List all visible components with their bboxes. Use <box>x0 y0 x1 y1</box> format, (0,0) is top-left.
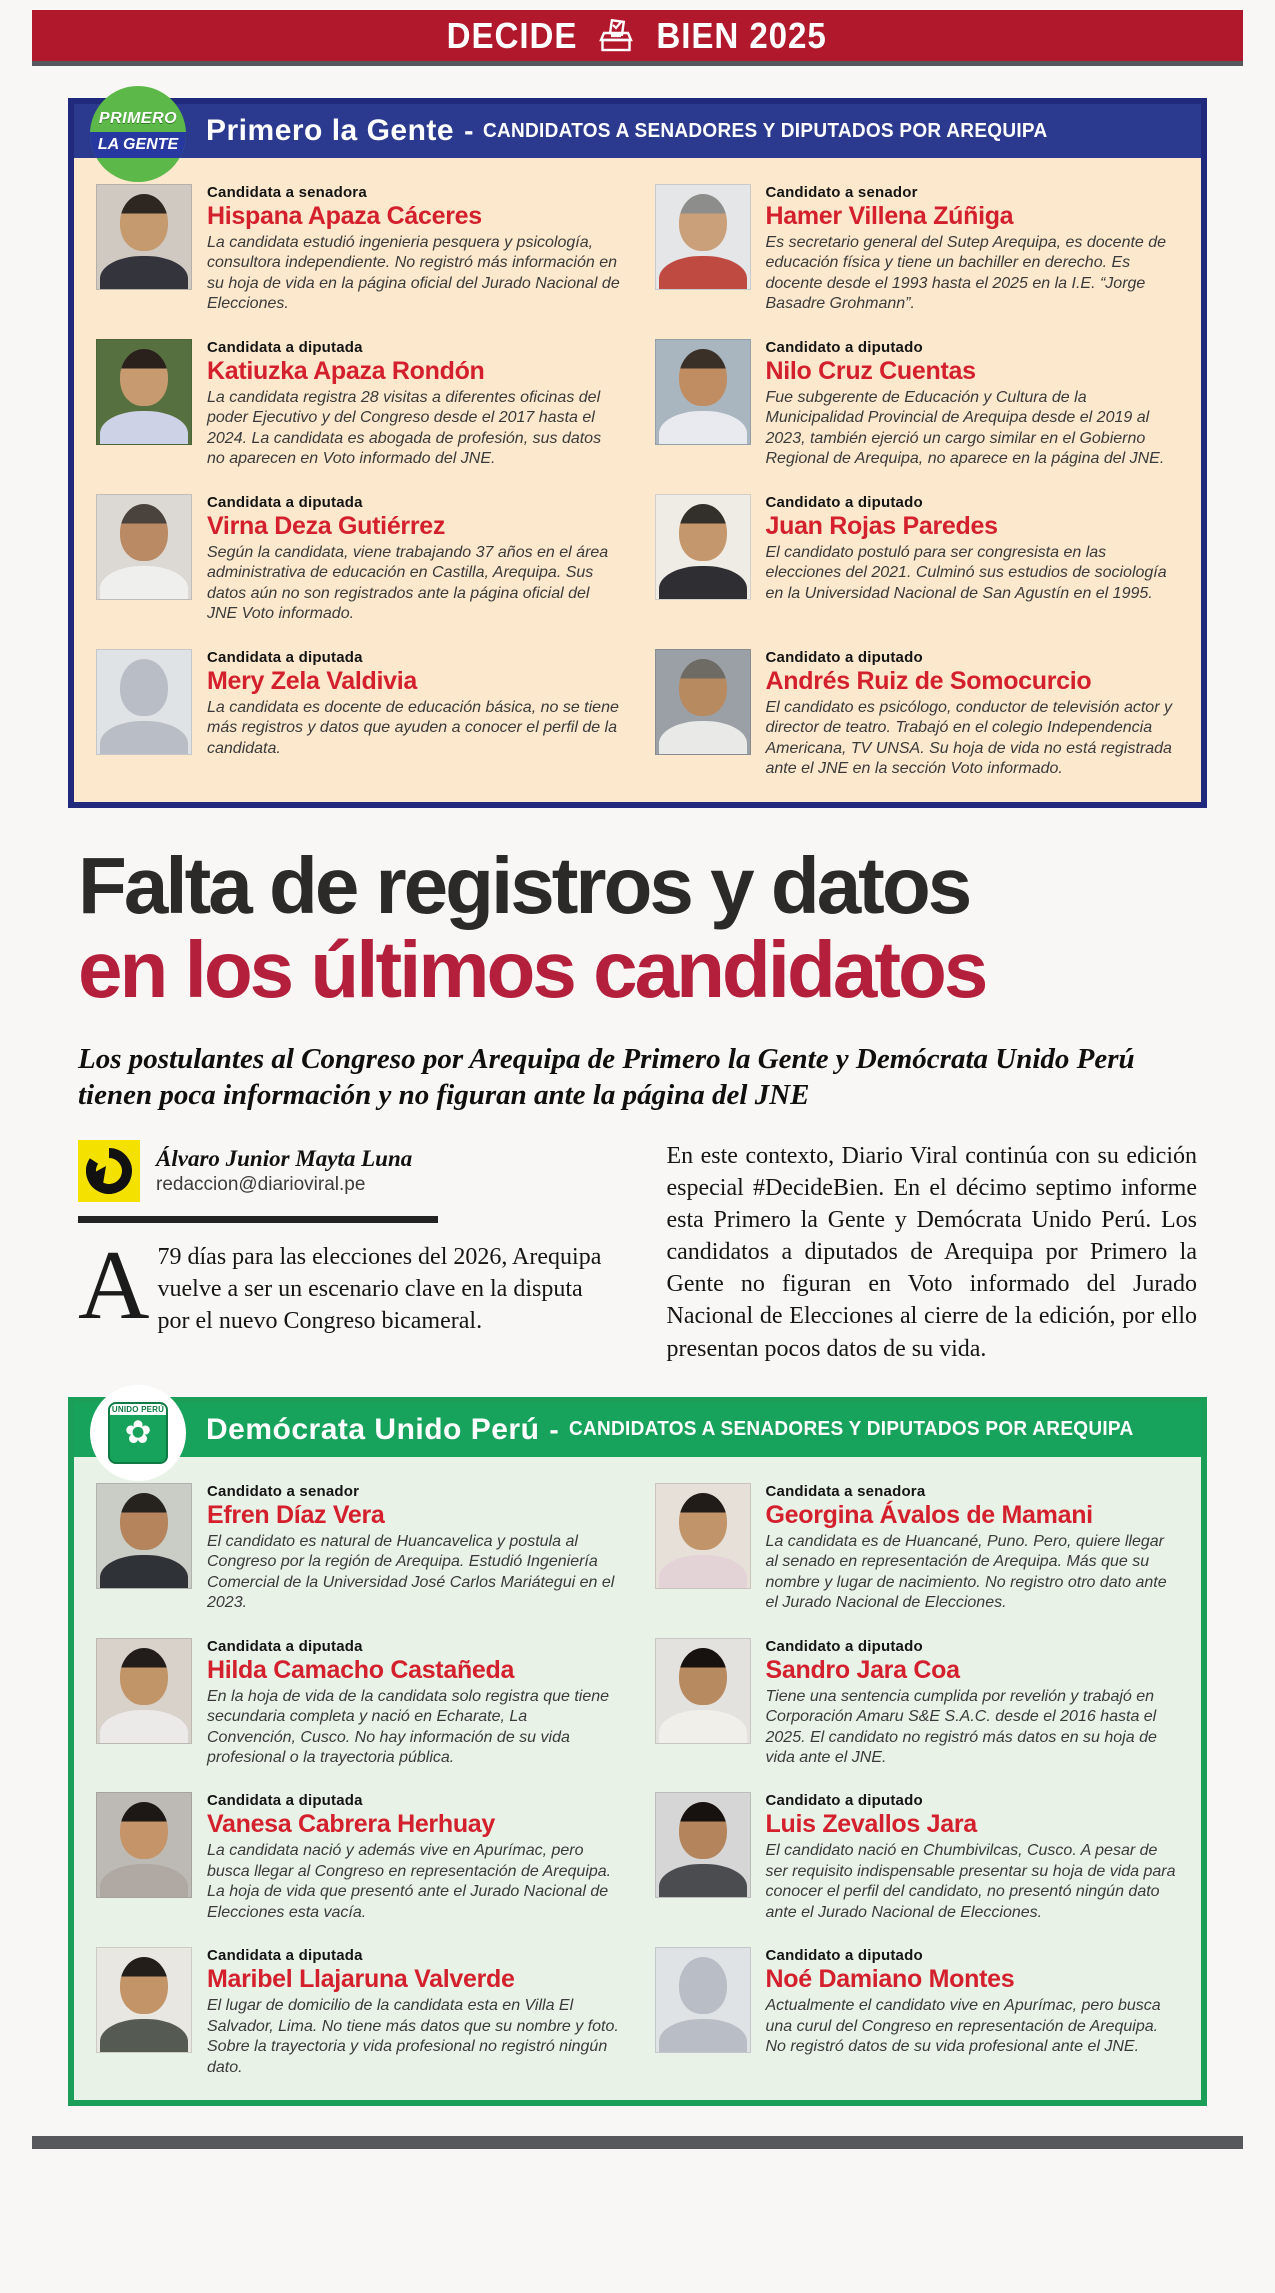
candidate-photo <box>655 1792 751 1898</box>
candidate-role: Candidato a diputado <box>765 1637 923 1655</box>
section-header-primero <box>74 104 1201 158</box>
candidate-photo <box>96 1483 192 1589</box>
candidate-name: Maribel Llajaruna Valverde <box>207 1965 515 1994</box>
section-subtitle: CANDIDATOS A SENADORES Y DIPUTADOS POR AREQUIPA <box>483 119 1048 142</box>
candidate-photo-placeholder <box>655 1947 751 2053</box>
candidate-description: La candidata nació y además vive en Apurímac, pero busca llegar al Congreso en representación de Arequipa. La hoja de vida que presentó ante el Jurado Nacional de Elecciones esta vacía. <box>207 1842 612 1921</box>
logo-text-la-gente: LA GENTE <box>90 132 186 158</box>
primero-la-gente-logo <box>90 86 186 182</box>
article-right-column <box>667 1140 1198 1365</box>
candidate-card <box>96 494 621 625</box>
candidate-role: Candidata a senadora <box>207 184 367 201</box>
candidate-description: Actualmente el candidato vive en Apurímac, pero busca una curul del Congreso en representación de Arequipa. No registró datos de su vida profesional ante el JNE. <box>765 1997 1161 2056</box>
candidate-photo <box>655 184 751 290</box>
candidate-name: Juan Rojas Paredes <box>765 511 998 540</box>
article-body <box>78 1140 1197 1365</box>
candidate-photo <box>655 649 751 755</box>
candidate-card <box>96 339 621 470</box>
separator-dash: - <box>464 115 474 146</box>
candidate-card <box>655 1792 1180 1923</box>
candidate-photo <box>655 1638 751 1744</box>
article-left-column <box>78 1140 609 1365</box>
candidate-description: El candidato es natural de Huancavelica y postula al Congreso por la región de Arequipa. Estudió Ingeniería Comercial de la Universidad José Carlos Mariátegui en el 2023. <box>207 1532 615 1612</box>
section-democrata-unido-peru <box>68 1397 1207 2107</box>
candidate-role: Candidato a diputado <box>765 338 923 356</box>
headline-line-2: en los últimos candidatos <box>78 925 986 1015</box>
candidate-role: Candidato a diputado <box>765 1947 923 1965</box>
candidate-card <box>96 1483 621 1614</box>
candidate-description: El lugar de domicilio de la candidata esta en Villa El Salvador, Lima. No tiene más datos que su nombre y foto. Sobre la trayectoria y vida profesional no registró ningún dato. <box>207 1997 619 2076</box>
flower-icon: ✿ <box>124 1413 152 1450</box>
candidate-name: Virna Deza Gutiérrez <box>207 511 446 540</box>
candidate-card <box>96 649 621 780</box>
footer-bar <box>32 2136 1243 2149</box>
candidate-name: Hilda Camacho Castañeda <box>207 1655 515 1684</box>
unido-peru-logo <box>90 1385 186 1481</box>
candidate-card <box>655 1483 1180 1614</box>
candidate-description: Tiene una sentencia cumplida por revelión y trabajó en Corporación Amaru S&E S.A.C. desde el 2016 hasta el 2025. El candidato no registró más datos en su hoja de vida ante el JNE. <box>765 1687 1157 1766</box>
candidate-card <box>655 494 1180 625</box>
unido-peru-logo-square <box>108 1402 168 1464</box>
candidate-card <box>655 1947 1180 2078</box>
subheadline: Los postulantes al Congreso por Arequipa de Primero la Gente y Demócrata Unido Perú tienen poca información y no figuran ante la página del JNE <box>78 1043 1135 1112</box>
separator-dash: - <box>549 1413 559 1445</box>
candidate-description: Es secretario general del Sutep Arequipa, es docente de educación física y tiene un bachiller en derecho. Es docente desde el 1993 hasta el 2025 en la I.E. “Jorge Basadre Grohmann”. <box>765 234 1167 313</box>
candidate-description: Según la candidata, viene trabajando 37 años en el área administrativa de educación en Castilla, Arequipa. Sus datos aún no son registrados ante la página oficial del JNE Voto informado. <box>207 543 609 623</box>
candidate-name: Katiuzka Apaza Rondón <box>207 356 485 385</box>
candidate-description: La candidata registra 28 visitas a diferentes oficinas del poder Ejecutivo y del Congreso desde el 2017 hasta el 2024. La candidata es abogada de profesión, sus datos no aparecen en Voto informado del JNE. <box>207 388 602 468</box>
candidate-photo <box>96 184 192 290</box>
candidate-card <box>96 1792 621 1923</box>
candidate-description: El candidato postuló para ser congresista en las elecciones del 2021. Culminó sus estudios de sociología en la Universidad Nacional de San Agustín en el 1995. <box>765 543 1167 602</box>
candidate-name: Hispana Apaza Cáceres <box>207 202 482 230</box>
candidate-name: Efren Díaz Vera <box>207 1500 385 1529</box>
banner-word-right: BIEN 2025 <box>656 14 827 56</box>
candidate-description: La candidata es docente de educación básica, no se tiene más registros y datos que ayuden a conocer el perfil de la candidata. <box>207 698 619 757</box>
candidate-role: Candidata a diputada <box>207 648 363 666</box>
candidate-role: Candidata a senadora <box>765 1482 926 1500</box>
party-name: Primero la Gente <box>206 114 455 147</box>
candidate-role: Candidato a senador <box>207 1482 360 1500</box>
logo-text-unido-peru: UNIDO PERÚ <box>111 1404 165 1414</box>
candidate-name: Vanesa Cabrera Herhuay <box>207 1810 496 1839</box>
candidate-role: Candidata a diputada <box>207 1792 363 1810</box>
diario-viral-arrow-icon <box>86 1148 132 1194</box>
candidate-role: Candidato a diputado <box>765 648 923 666</box>
lead-text: 79 días para las elecciones del 2026, Arequipa vuelve a ser un escenario clave en la disputa por el nuevo Congreso bicameral. <box>157 1243 602 1335</box>
candidate-grid-democrata <box>74 1457 1201 2101</box>
candidate-name: Noé Damiano Montes <box>765 1965 1015 1994</box>
section-primero-la-gente <box>68 98 1207 808</box>
candidate-card <box>655 1638 1180 1769</box>
candidate-role: Candidata a diputada <box>207 1947 363 1965</box>
candidate-name: Andrés Ruiz de Somocurcio <box>765 666 1092 695</box>
main-headline <box>78 840 1197 1015</box>
candidate-photo <box>96 494 192 600</box>
candidate-card <box>96 1638 621 1769</box>
candidate-role: Candidato a diputado <box>765 1792 923 1810</box>
candidate-photo <box>655 1483 751 1589</box>
candidate-description: En la hoja de vida de la candidata solo registra que tiene secundaria completa y nació en Echarate, La Convención, Cusco. No hay información de su vida profesional o la trayectoria pública. <box>207 1687 610 1766</box>
candidate-card <box>96 184 621 315</box>
candidate-role: Candidata a diputada <box>207 1637 363 1655</box>
author-name: Álvaro Junior Mayta Luna <box>156 1145 413 1171</box>
candidate-name: Nilo Cruz Cuentas <box>765 356 976 385</box>
candidate-role: Candidato a diputado <box>765 493 923 511</box>
headline-line-1: Falta de registros y datos <box>78 840 970 930</box>
ballot-box-icon <box>599 19 633 53</box>
party-name: Demócrata Unido Perú <box>206 1412 540 1446</box>
body-paragraph: En este contexto, Diario Viral continúa con su edición especial #DecideBien. En el décimo septimo informe esta Primero la Gente y Demócrata Unido Perú. Los candidatos a diputados de Arequipa por Primero la Gente no figuran en Voto informado del Jurado Nacional de Elecciones al cierre de la edición, por ello presentan pocos datos de su vida. <box>666 1142 1197 1362</box>
byline <box>78 1140 609 1202</box>
candidate-name: Mery Zela Valdivia <box>207 666 417 695</box>
candidate-photo-placeholder <box>96 649 192 755</box>
candidate-card <box>655 649 1180 780</box>
candidate-card <box>96 1947 621 2078</box>
candidate-description: La candidata estudió ingenieria pesquera y psicología, consultora independiente. No registró más información en su hoja de vida en la página oficial del Jurado Nacional de Elecciones. <box>207 234 620 313</box>
candidate-photo <box>655 494 751 600</box>
candidate-card <box>655 184 1180 315</box>
byline-divider <box>78 1216 438 1223</box>
candidate-photo <box>655 339 751 445</box>
decide-bien-banner <box>32 10 1243 66</box>
candidate-name: Hamer Villena Zúñiga <box>765 202 1014 230</box>
candidate-name: Georgina Ávalos de Mamani <box>765 1500 1093 1529</box>
section-subtitle: CANDIDATOS A SENADORES Y DIPUTADOS POR AREQUIPA <box>568 1418 1134 1441</box>
candidate-description: Fue subgerente de Educación y Cultura de la Municipalidad Provincial de Arequipa desde el 2019 al 2023, también ejerció un cargo similar en el Gobierno Regional de Arequipa, no aparece en la página del JNE. <box>765 388 1165 468</box>
lead-paragraph <box>78 1230 609 1340</box>
dropcap: A <box>78 1230 150 1340</box>
logo-text-primero: PRIMERO <box>98 110 178 127</box>
candidate-photo <box>96 1638 192 1744</box>
candidate-description: El candidato es psicólogo, conductor de televisión actor y director de teatro. Trabajó en el colegio Independencia Americana, TV UNSA. Su hoja de vida no está registrada ante el JNE en la sección Voto informado. <box>765 698 1172 778</box>
candidate-card <box>655 339 1180 470</box>
candidate-name: Sandro Jara Coa <box>765 1655 960 1684</box>
candidate-description: El candidato nació en Chumbivilcas, Cusco. A pesar de ser requisito indispensable presentar su hoja de vida para conocer el perfil del candidato, no presentó ningún dato ante el Jurado Nacional de Elecciones. <box>765 1842 1176 1921</box>
candidate-role: Candidata a diputada <box>207 493 363 511</box>
author-email: redaccion@diarioviral.pe <box>156 1173 366 1195</box>
candidate-photo <box>96 1792 192 1898</box>
banner-word-left: DECIDE <box>446 14 578 56</box>
candidate-photo <box>96 339 192 445</box>
candidate-name: Luis Zevallos Jara <box>765 1810 977 1839</box>
candidate-role: Candidato a senador <box>765 184 918 201</box>
candidate-photo <box>96 1947 192 2053</box>
diario-viral-logo <box>78 1140 140 1202</box>
candidate-role: Candidata a diputada <box>207 338 363 356</box>
candidate-description: La candidata es de Huancané, Puno. Pero, quiere llegar al senado en representación de Arequipa. Más que su nombre y lugar de nacimiento. No registro otro dato ante el Jurado Nacional de Elecciones. <box>765 1532 1167 1612</box>
candidate-grid-primero <box>74 158 1201 802</box>
section-header-democrata <box>74 1403 1201 1457</box>
